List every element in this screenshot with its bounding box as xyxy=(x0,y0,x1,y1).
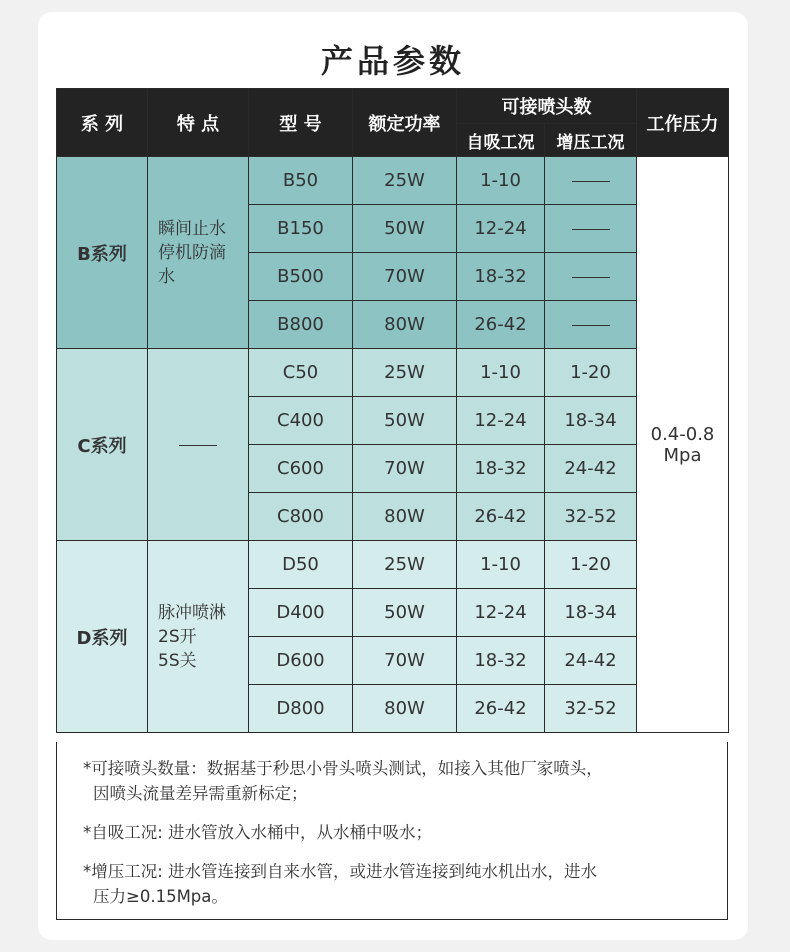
self-priming-cell: 12-24 xyxy=(457,205,545,253)
power-cell: 50W xyxy=(353,397,457,445)
dash-mark xyxy=(572,181,610,182)
model-cell: C600 xyxy=(249,445,353,493)
self-priming-cell: 12-24 xyxy=(457,397,545,445)
header-boost: 增压工况 xyxy=(545,124,637,157)
boost-cell: 1-20 xyxy=(545,541,637,589)
model-cell: C400 xyxy=(249,397,353,445)
series-name: D系列 xyxy=(57,541,148,733)
feature-line: 水 xyxy=(158,266,175,287)
header-model: 型 号 xyxy=(249,89,353,157)
table-row xyxy=(57,349,729,397)
feature-line: 2S开 xyxy=(158,626,197,647)
model-cell: D50 xyxy=(249,541,353,589)
header-feature: 特 点 xyxy=(148,89,249,157)
series-name: C系列 xyxy=(57,349,148,541)
note-line: 压力≥0.15Mpa。 xyxy=(93,887,228,906)
note-line: 因喷头流量差异需重新标定； xyxy=(93,784,308,803)
series-feature xyxy=(148,157,249,349)
product-spec-card xyxy=(38,12,748,940)
model-cell: B50 xyxy=(249,157,353,205)
boost-cell: 24-42 xyxy=(545,637,637,685)
boost-cell: 1-20 xyxy=(545,349,637,397)
note-self-priming xyxy=(83,820,703,845)
note-nozzle-count xyxy=(83,756,703,806)
boost-cell-empty xyxy=(545,157,637,205)
model-cell: D400 xyxy=(249,589,353,637)
boost-cell-empty xyxy=(545,253,637,301)
power-cell: 80W xyxy=(353,493,457,541)
feature-line: 瞬间止水 xyxy=(158,218,226,239)
boost-cell: 24-42 xyxy=(545,445,637,493)
note-line: *增压工况: 进水管连接到自来水管，或进水管连接到纯水机出水，进水 xyxy=(83,862,598,881)
power-cell: 80W xyxy=(353,301,457,349)
self-priming-cell: 1-10 xyxy=(457,541,545,589)
note-boost xyxy=(83,859,703,909)
series-name: B系列 xyxy=(57,157,148,349)
feature-line: 5S关 xyxy=(158,650,197,671)
dash-mark xyxy=(572,325,610,326)
model-cell: C800 xyxy=(249,493,353,541)
self-priming-cell: 12-24 xyxy=(457,589,545,637)
power-cell: 70W xyxy=(353,445,457,493)
pressure-cell xyxy=(637,157,729,733)
table-row xyxy=(57,541,729,589)
power-cell: 50W xyxy=(353,205,457,253)
dash-mark xyxy=(179,445,217,446)
notes-box xyxy=(56,742,728,920)
boost-cell-empty xyxy=(545,205,637,253)
dash-mark xyxy=(572,277,610,278)
series-feature-empty xyxy=(148,349,249,541)
page-title: 产品参数 xyxy=(320,42,465,80)
model-cell: D800 xyxy=(249,685,353,733)
self-priming-cell: 26-42 xyxy=(457,493,545,541)
boost-cell: 32-52 xyxy=(545,493,637,541)
self-priming-cell: 26-42 xyxy=(457,301,545,349)
header-pressure: 工作压力 xyxy=(637,89,729,157)
header-nozzles: 可接喷头数 xyxy=(457,89,637,124)
boost-cell: 32-52 xyxy=(545,685,637,733)
note-line: *自吸工况: 进水管放入水桶中，从水桶中吸水； xyxy=(83,823,433,842)
feature-line: 停机防滴 xyxy=(158,242,226,263)
power-cell: 70W xyxy=(353,637,457,685)
self-priming-cell: 18-32 xyxy=(457,253,545,301)
dash-mark xyxy=(572,229,610,230)
power-cell: 70W xyxy=(353,253,457,301)
spec-table xyxy=(56,88,729,733)
power-cell: 25W xyxy=(353,349,457,397)
series-feature xyxy=(148,541,249,733)
boost-cell-empty xyxy=(545,301,637,349)
model-cell: B800 xyxy=(249,301,353,349)
model-cell: D600 xyxy=(249,637,353,685)
table-row xyxy=(57,157,729,205)
model-cell: B500 xyxy=(249,253,353,301)
model-cell: B150 xyxy=(249,205,353,253)
note-line: *可接喷头数量：数据基于秒思小骨头喷头测试，如接入其他厂家喷头， xyxy=(83,759,603,778)
self-priming-cell: 1-10 xyxy=(457,157,545,205)
model-cell: C50 xyxy=(249,349,353,397)
self-priming-cell: 26-42 xyxy=(457,685,545,733)
power-cell: 50W xyxy=(353,589,457,637)
boost-cell: 18-34 xyxy=(545,397,637,445)
self-priming-cell: 1-10 xyxy=(457,349,545,397)
self-priming-cell: 18-32 xyxy=(457,637,545,685)
header-self-priming: 自吸工况 xyxy=(457,124,545,157)
pressure-value: 0.4-0.8 xyxy=(650,423,715,445)
self-priming-cell: 18-32 xyxy=(457,445,545,493)
pressure-unit: Mpa xyxy=(663,444,702,466)
boost-cell: 18-34 xyxy=(545,589,637,637)
header-series: 系 列 xyxy=(57,89,148,157)
power-cell: 25W xyxy=(353,157,457,205)
power-cell: 25W xyxy=(353,541,457,589)
power-cell: 80W xyxy=(353,685,457,733)
feature-line: 脉冲喷淋 xyxy=(158,602,226,623)
header-power: 额定功率 xyxy=(353,89,457,157)
